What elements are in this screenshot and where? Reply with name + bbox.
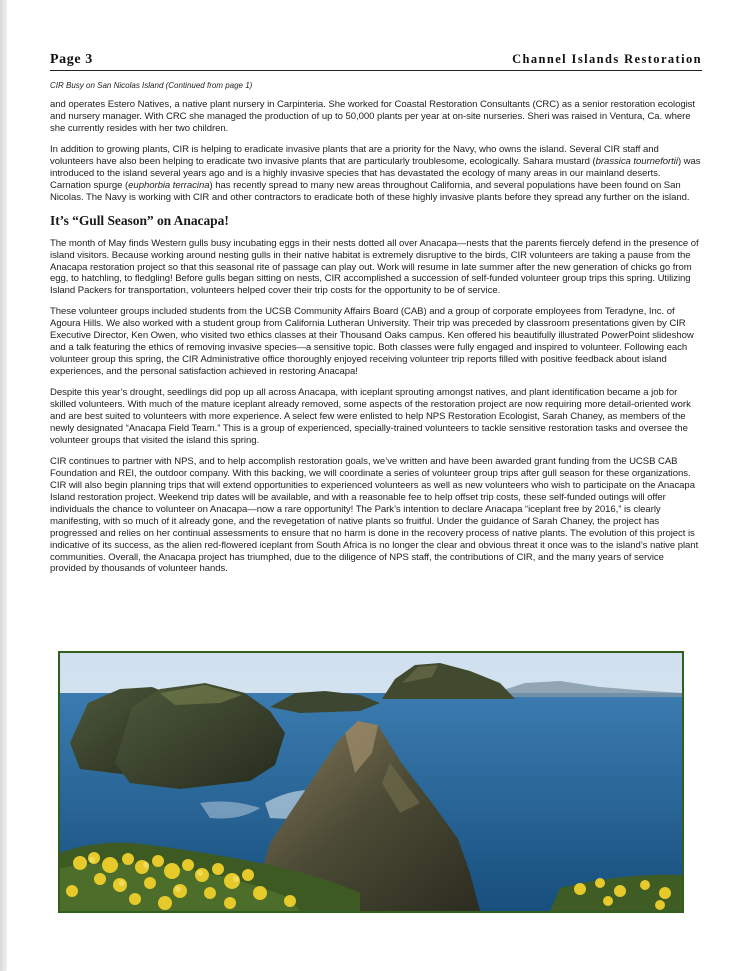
species-name-carnation-spurge: euphorbia terracina <box>128 179 210 191</box>
section-heading: It’s “Gull Season” on Anacapa! <box>50 212 229 228</box>
gull-season-paragraph-1: The month of May finds Western gulls busy incubating eggs in their nests dotted all over Anacapa—nests that the parents fiercely defend in the presence of island visitors. Because working around nesting gulls in their native habitat is extremely disruptive to the birds, CIR volunteers are taking a pause from the Anacapa restoration project so that this seasonal rite of passage can play out. Work will resume in late summer after the new generation of chicks go from egg, to hatchling, to fledgling! Before gulls began sitting on nests, CIR accomplished a succession of self-funded volunteer group trips this spring. Utilizing Island Packers for transportation, volunteers helped cover their trip costs for the opportunity to be of service. <box>50 237 699 297</box>
species-name-sahara-mustard: brassica tournefortii <box>595 155 678 167</box>
publication-title: Channel Islands Restoration <box>512 52 702 66</box>
continued-note: CIR Busy on San Nicolas Island (Continued from page 1) <box>50 81 253 90</box>
invasives-text-2: ) was introduced to the island several years ago and is a highly invasive species that has devastated the ecology of many areas in our mainland deserts. Carnation spurge ( <box>50 155 701 191</box>
invasives-text-1: In addition to growing plants, CIR is helping to eradicate invasive plants that are a priority for the Navy, who owns the island. Several CIR staff and volunteers have also been helping to eradicate two invasive plants that are particularly troublesome, ecologically. Sahara mustard ( <box>50 143 659 167</box>
gull-season-paragraph-4: CIR continues to partner with NPS, and to help accomplish restoration goals, we’ve written and have been awarded grant funding from the UCSB CAB Foundation and REI, the outdoor company. With this backing, we will coordinate a series of volunteer group trips after gull season for these organizations. CIR will also begin planning trips that will extend opportunities to experienced volunteers as well as new volunteers who wish to participate on the Anacapa Island restoration project. Weekend trip dates will be available, and with a reasonable fee to help offset trip costs, these self-funded outings will offer individuals the chance to volunteer on Anacapa—now a rare opportunity! The Park’s intention to declare Anacapa “iceplant free by 2016,” is clearly manifesting, with so much of it already gone, and the revegetation of native plants so fruitful. Under the guidance of Sarah Chaney, the project has progressed and relies on her continual assessments to ensure that no harm is done in the recovery process of native plants. The evolution of this project is indicative of its success, as the alien red-flowered iceplant from South Africa is no longer the clear and obvious threat it once was to the island’s native plant communities. Overall, the Anacapa project has triumphed, due to the diligence of NPS staff, the contributions of CIR, and the many years of service provided by thousands of volunteer hands. <box>50 455 699 575</box>
gull-season-paragraph-2: These volunteer groups included students from the UCSB Community Affairs Board (CAB) and a group of corporate employees from Teradyne, Inc. of Agoura Hills. We also worked with a student group from California Lutheran University. Their trip was preceded by classroom presentations given by CIR Executive Director, Ken Owen, who visited two ethics classes at their Thousand Oaks campus. Ken offered his beautifully illustrated PowerPoint slideshow and a talk featuring the ethics of removing invasive species—a sensitive topic. Both classes were fully engaged and inspired to volunteer. Following each volunteer group this spring, the CIR Administrative office thoroughly enjoyed receiving volunteer trip reports filled with positive feedback about island experiences, and the personal satisfaction achieved in restoring Anacapa! <box>50 306 694 378</box>
article-body <box>50 99 702 584</box>
gull-season-paragraph-3: Despite this year’s drought, seedlings did pop up all across Anacapa, with iceplant sprouting amongst natives, and plant identification became a job for skilled volunteers. With much of the mature iceplant already removed, some aspects of the restoration project are now requiring more detail-oriented work and are best suited to volunteers with more experience. A select few were enlisted to help NPS Restoration Ecologist, Sarah Chaney, as members of the newly designated “Anacapa Field Team.” This is a group of experienced, specially-trained volunteers to tackle sensitive restoration tasks and oversee the volunteer groups that visited the island this spring. <box>50 387 691 446</box>
anacapa-island-photo <box>58 651 684 913</box>
invasives-paragraph <box>50 144 702 204</box>
invasives-text-3: ) has recently spread to many new areas throughout California, and several populations have been found on San Nicolas. The Navy is working with CIR and other contractors to eradicate both of these highly invasive plants before they spread any further on the island. <box>50 179 690 203</box>
page-number: Page 3 <box>50 52 93 67</box>
page-edge-shadow <box>0 0 7 971</box>
continued-paragraph: and operates Estero Natives, a native plant nursery in Carpinteria. She worked for Coastal Restoration Consultants (CRC) as a senior restoration ecologist and nursery manager. With CRC she managed the production of up to 50,000 plants per year at on-site nurseries. Sheri was raised in Ventura, Ca. where she currently resides with her two children. <box>50 99 695 134</box>
page-header <box>50 50 702 71</box>
